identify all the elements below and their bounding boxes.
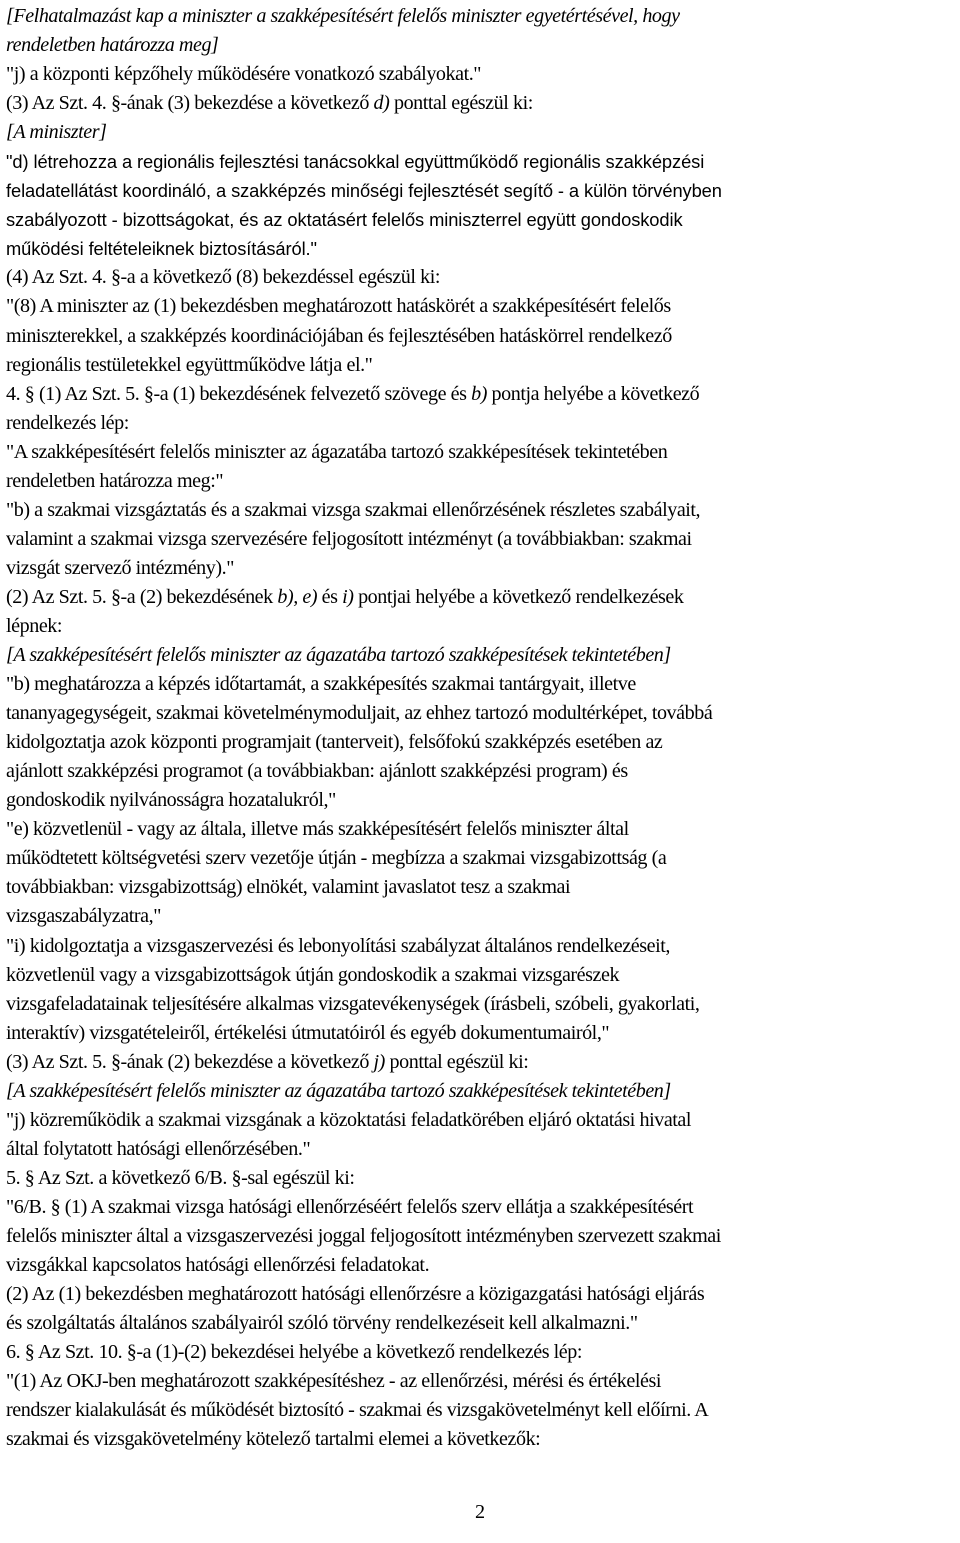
text-segment: rendelkezés lép: (6, 411, 129, 434)
document-body (6, 2, 960, 1454)
text-line (6, 205, 956, 234)
text-segment: "(1) Az OKJ-ben meghatározott szakképesítéshez - az ellenőrzési, mérési és értékelési (6, 1370, 661, 1393)
text-line (6, 60, 956, 89)
text-line (6, 234, 956, 263)
text-line (6, 147, 956, 176)
text-line (6, 1019, 956, 1048)
italic-text-segment: [A szakképesítésért felelős miniszter az ágazatába tartozó szakképesítések tekintetében] (6, 1079, 671, 1102)
text-line (6, 961, 956, 990)
text-segment: által folytatott hatósági ellenőrzésében." (6, 1137, 311, 1160)
text-line (6, 1280, 956, 1309)
text-segment: "i) kidolgoztatja a vizsgaszervezési és lebonyolítási szabályzat általános rendelkezéseit, (6, 934, 670, 957)
text-line (6, 1077, 956, 1106)
text-line (6, 583, 956, 612)
text-line (6, 1367, 956, 1396)
text-line (6, 380, 956, 409)
text-segment: tananyagegységeit, szakmai követelménymoduljait, az ehhez tartozó modultérképet, továbbá (6, 702, 713, 725)
italic-text-segment: b) (471, 382, 487, 405)
text-segment: vizsgafeladatainak teljesítésére alkalmas vizsgatevékenységek (írásbeli, szóbeli, gyakorlati, (6, 992, 700, 1015)
text-segment: "j) közreműködik a szakmai vizsgának a közoktatási feladatkörében eljáró oktatási hivatal (6, 1108, 692, 1131)
text-segment: "(8) A miniszter az (1) bekezdésben meghatározott hatáskörét a szakképesítésért felelős (6, 295, 671, 318)
text-segment: vizsgát szervező intézmény)." (6, 556, 234, 579)
text-line (6, 641, 956, 670)
italic-text-segment: [A szakképesítésért felelős miniszter az ágazatába tartozó szakképesítések tekintetében] (6, 644, 671, 667)
text-line (6, 815, 956, 844)
text-line (6, 1396, 956, 1425)
text-segment: lépnek: (6, 614, 63, 637)
text-line (6, 467, 956, 496)
text-line (6, 554, 956, 583)
italic-text-segment: [Felhatalmazást kap a miniszter a szakképesítésért felelős miniszter egyetértésével, hogy (6, 5, 680, 27)
text-segment: rendszer kialakulását és működését biztosító - szakmai és vizsgakövetelményt kell előírni. A (6, 1399, 709, 1422)
italic-text-segment: b), e) (277, 585, 318, 608)
text-segment: (2) Az Szt. 5. §-a (2) bekezdésének (6, 585, 278, 608)
text-segment: feladatellátást koordináló, a szakképzés minőségi fejlesztését segítő - a külön törvényben (6, 180, 722, 202)
text-segment: (4) Az Szt. 4. §-a a következő (8) bekezdéssel egészül ki: (6, 266, 440, 289)
text-segment: vizsgákkal kapcsolatos hatósági ellenőrzési feladatokat. (6, 1254, 430, 1277)
text-segment: ajánlott szakképzési programot (a továbbiakban: ajánlott szakképzési program) és (6, 760, 628, 783)
text-segment: gondoskodik nyilvánosságra hozatalukról," (6, 789, 336, 812)
text-segment: "6/B. § (1) A szakmai vizsga hatósági ellenőrzéséért felelős szerv ellátja a szakképesítésért (6, 1195, 694, 1218)
text-segment: miniszterekkel, a szakképzés koordinációjában és fejlesztésében hatáskörrel rendelkező (6, 324, 672, 347)
text-segment: pontja helyébe a következő (486, 382, 700, 405)
text-segment: rendeletben határozza meg:" (6, 469, 224, 492)
text-segment: "b) meghatározza a képzés időtartamát, a szakképesítés szakmai tantárgyait, illetve (6, 673, 636, 696)
text-line (6, 292, 956, 321)
text-line (6, 699, 956, 728)
text-line (6, 89, 956, 118)
text-line (6, 902, 956, 931)
text-line (6, 932, 956, 961)
text-segment: továbbiakban: vizsgabizottság) elnökét, valamint javaslatot tesz a szakmai (6, 876, 571, 899)
text-segment: ponttal egészül ki: (384, 1050, 529, 1073)
text-line (6, 1135, 956, 1164)
text-segment: felelős miniszter által a vizsgaszervezési joggal feljogosított intézményben szervezett szakmai (6, 1224, 721, 1247)
text-line (6, 1425, 956, 1454)
page-number: 2 (474, 1501, 486, 1523)
text-line (6, 176, 956, 205)
text-segment: működési feltételeiknek biztosításáról." (6, 238, 317, 260)
text-line (6, 1106, 956, 1135)
text-segment: és szolgáltatás általános szabályairól szóló törvény rendelkezéseit kell alkalmazni." (6, 1312, 638, 1335)
text-line (6, 990, 956, 1019)
text-segment: "d) létrehozza a regionális fejlesztési tanácsokkal együttműködő regionális szakképzési (6, 151, 705, 173)
text-segment: (3) Az Szt. 5. §-ának (2) bekezdése a következő (6, 1050, 374, 1073)
text-segment: vizsgaszabályzatra," (6, 905, 161, 928)
text-segment: 4. § (1) Az Szt. 5. §-a (1) bekezdésének felvezető szövege és (6, 382, 472, 405)
italic-text-segment: j) (373, 1050, 385, 1073)
text-line (6, 496, 956, 525)
italic-text-segment: i) (342, 585, 354, 608)
text-line (6, 612, 956, 641)
text-line (6, 728, 956, 757)
text-segment: "j) a központi képzőhely működésére vonatkozó szabályokat." (6, 63, 482, 86)
text-segment: (2) Az (1) bekezdésben meghatározott hatósági ellenőrzésre a közigazgatási hatósági eljárás (6, 1283, 705, 1306)
text-line (6, 263, 956, 292)
text-line (6, 1048, 956, 1077)
text-line (6, 757, 956, 786)
text-line (6, 409, 956, 438)
text-segment: "b) a szakmai vizsgáztatás és a szakmai vizsga szakmai ellenőrzésének részletes szabályait, (6, 498, 701, 521)
text-segment: szabályozott - bizottságokat, és az oktatásért felelős miniszterrel együtt gondoskodik (6, 209, 683, 231)
text-line (6, 873, 956, 902)
text-line (6, 2, 956, 31)
text-segment: kidolgoztatja azok központi programjait (tanterveit), felsőfokú szakképzés esetében az (6, 731, 663, 754)
text-line (6, 786, 956, 815)
text-line (6, 1222, 956, 1251)
text-line (6, 1164, 956, 1193)
text-segment: "A szakképesítésért felelős miniszter az ágazatába tartozó szakképesítések tekintetében (6, 440, 668, 463)
text-segment: valamint a szakmai vizsga szervezésére feljogosított intézményt (a továbbiakban: szakmai (6, 527, 692, 550)
text-line (6, 31, 956, 60)
text-segment: ponttal egészül ki: (389, 92, 533, 115)
italic-text-segment: d) (373, 92, 390, 115)
text-segment: interaktív) vizsgatételeiről, értékelési útmutatóiról és egyéb dokumentumairól," (6, 1021, 610, 1044)
text-line (6, 351, 956, 380)
text-segment: közvetlenül vagy a vizsgabizottságok útján gondoskodik a szakmai vizsgarészek (6, 963, 620, 986)
text-line (6, 1251, 956, 1280)
text-segment: 5. § Az Szt. a következő 6/B. §-sal egészül ki: (6, 1166, 355, 1189)
text-line (6, 438, 956, 467)
text-line (6, 844, 956, 873)
text-line (6, 322, 956, 351)
text-segment: "e) közvetlenül - vagy az általa, illetve más szakképesítésért felelős miniszter által (6, 818, 629, 841)
text-line (6, 525, 956, 554)
text-line (6, 1193, 956, 1222)
text-segment: 6. § Az Szt. 10. §-a (1)-(2) bekezdései helyébe a következő rendelkezés lép: (6, 1341, 583, 1364)
text-line (6, 1338, 956, 1367)
text-segment: szakmai és vizsgakövetelmény kötelező tartalmi elemei a következők: (6, 1428, 541, 1451)
text-line (6, 670, 956, 699)
text-segment: (3) Az Szt. 4. §-ának (3) bekezdése a következő (6, 92, 374, 115)
italic-text-segment: [A miniszter] (6, 121, 107, 144)
text-segment: és (317, 585, 343, 608)
text-segment: regionális testületekkel együttműködve látja el." (6, 353, 373, 376)
italic-text-segment: rendeletben határozza meg] (6, 34, 219, 57)
text-line (6, 1309, 956, 1338)
text-segment: pontjai helyébe a következő rendelkezések (353, 585, 684, 608)
text-line (6, 118, 956, 147)
text-segment: működtetett költségvetési szerv vezetője útján - megbízza a szakmai vizsgabizottság (a (6, 847, 667, 870)
